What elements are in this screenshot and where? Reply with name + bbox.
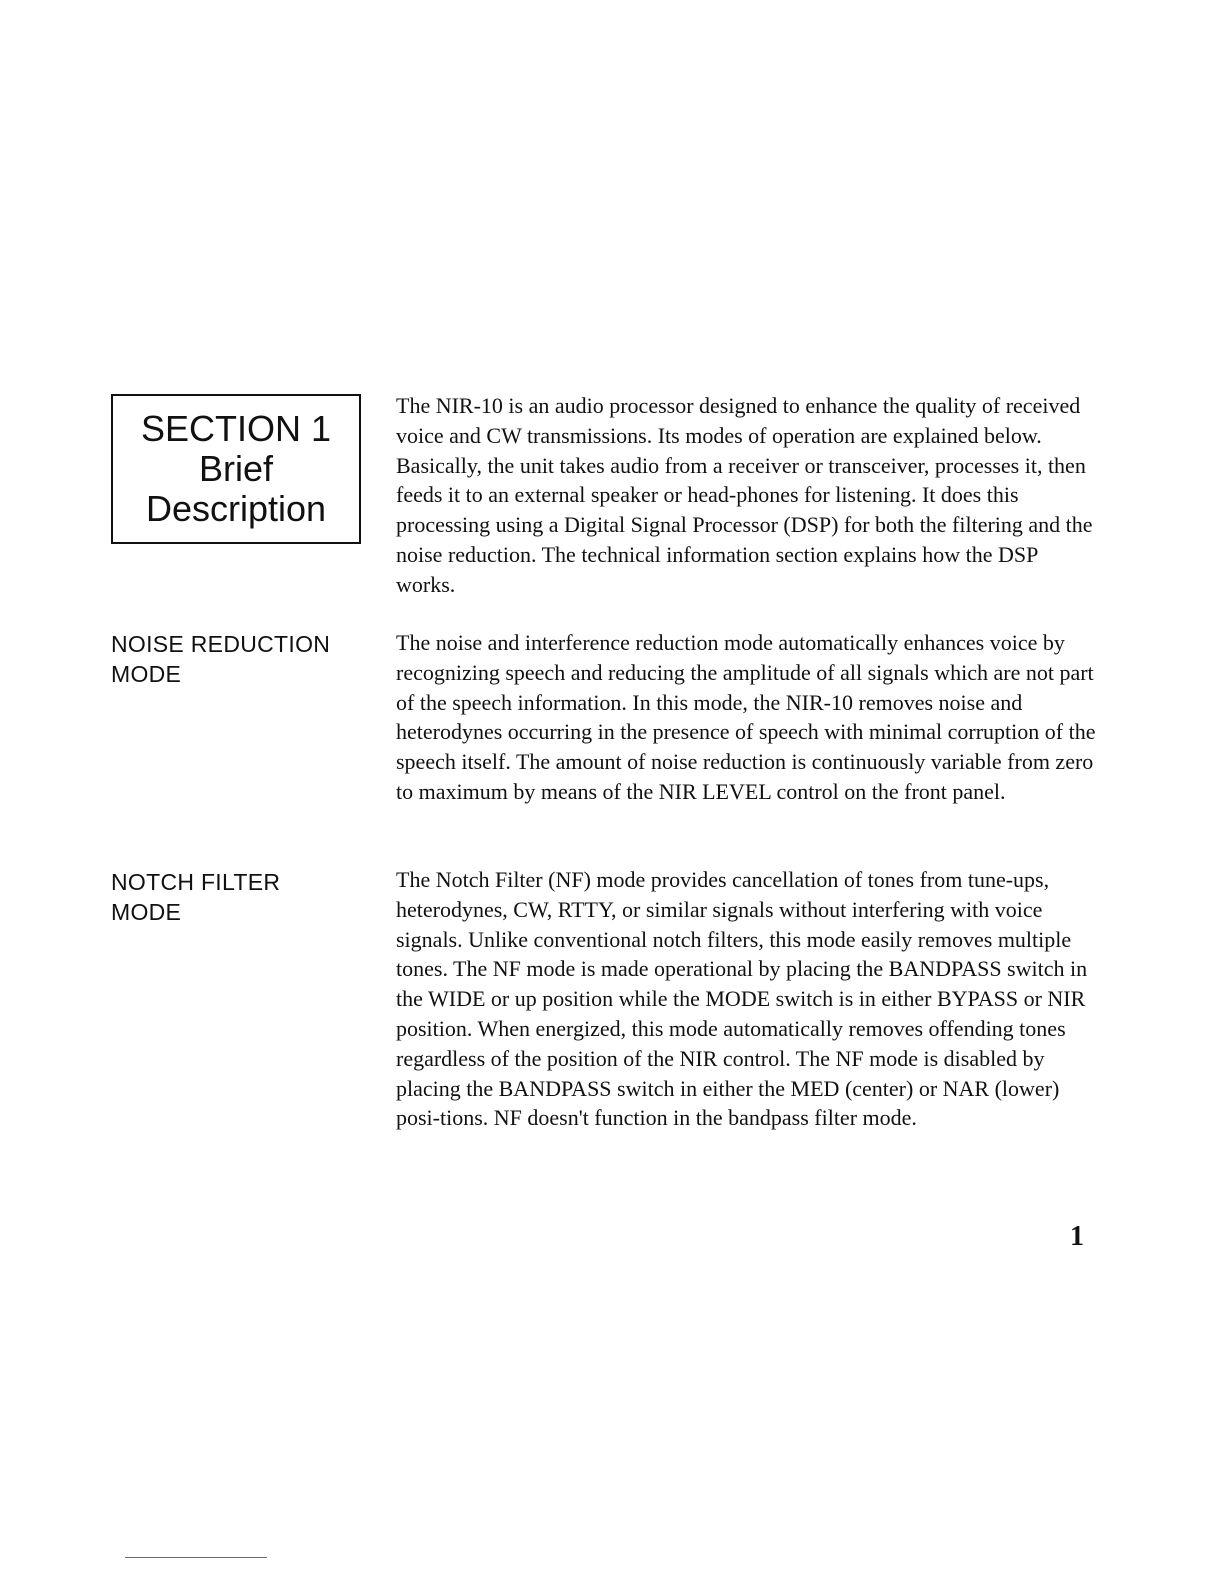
- noise-reduction-heading: [111, 629, 361, 689]
- notch-filter-paragraph: The Notch Filter (NF) mode provides cancellation of tones from tune-ups, heterodynes, CW, RTTY, or similar signals without interfering with voice signals. Unlike conventional notch filters, this mode easily removes multiple tones. The NF mode is made operational by placing the BANDPASS switch in the WIDE or up position while the MODE switch is in either BYPASS or NIR position. When energized, this mode automatically removes offending tones regardless of the position of the NIR control. The NF mode is disabled by placing the BANDPASS switch in either the MED (center) or NAR (lower) posi-tions. NF doesn't function in the bandpass filter mode.: [396, 867, 1088, 1131]
- notch-filter-heading-line1: NOTCH FILTER: [111, 869, 281, 895]
- intro-paragraph: The NIR-10 is an audio processor designed to enhance the quality of received voice and CW transmissions. Its modes of operation are explained below. Basically, the unit takes audio from a receiver or transceiver, processes it, then feeds it to an external speaker or head-phones for listening. It does this processing using a Digital Signal Processor (DSP) for both the filtering and the noise reduction. The technical information section explains how the DSP works.: [396, 393, 1093, 597]
- section-title-line1: Brief: [198, 448, 274, 489]
- section-title-box: [111, 394, 361, 544]
- noise-reduction-heading-line1: NOISE REDUCTION: [111, 631, 331, 657]
- noise-reduction-paragraph: The noise and interference reduction mode automatically enhances voice by recognizing speech and reducing the amplitude of all signals which are not part of the speech information. In this mode, the NIR-10 removes noise and heterodynes occurring in the presence of speech with minimal corruption of the speech itself. The amount of noise reduction is continuously variable from zero to maximum by means of the NIR LEVEL control on the front panel.: [396, 630, 1096, 804]
- noise-reduction-heading-line2: MODE: [111, 661, 182, 687]
- notch-filter-heading-line2: MODE: [111, 899, 182, 925]
- page-number: 1: [1070, 1221, 1084, 1252]
- section-number: SECTION 1: [140, 408, 332, 449]
- notch-filter-heading: [111, 867, 361, 927]
- footnote-rule: [125, 1557, 267, 1558]
- section-title-line2: Description: [145, 488, 327, 529]
